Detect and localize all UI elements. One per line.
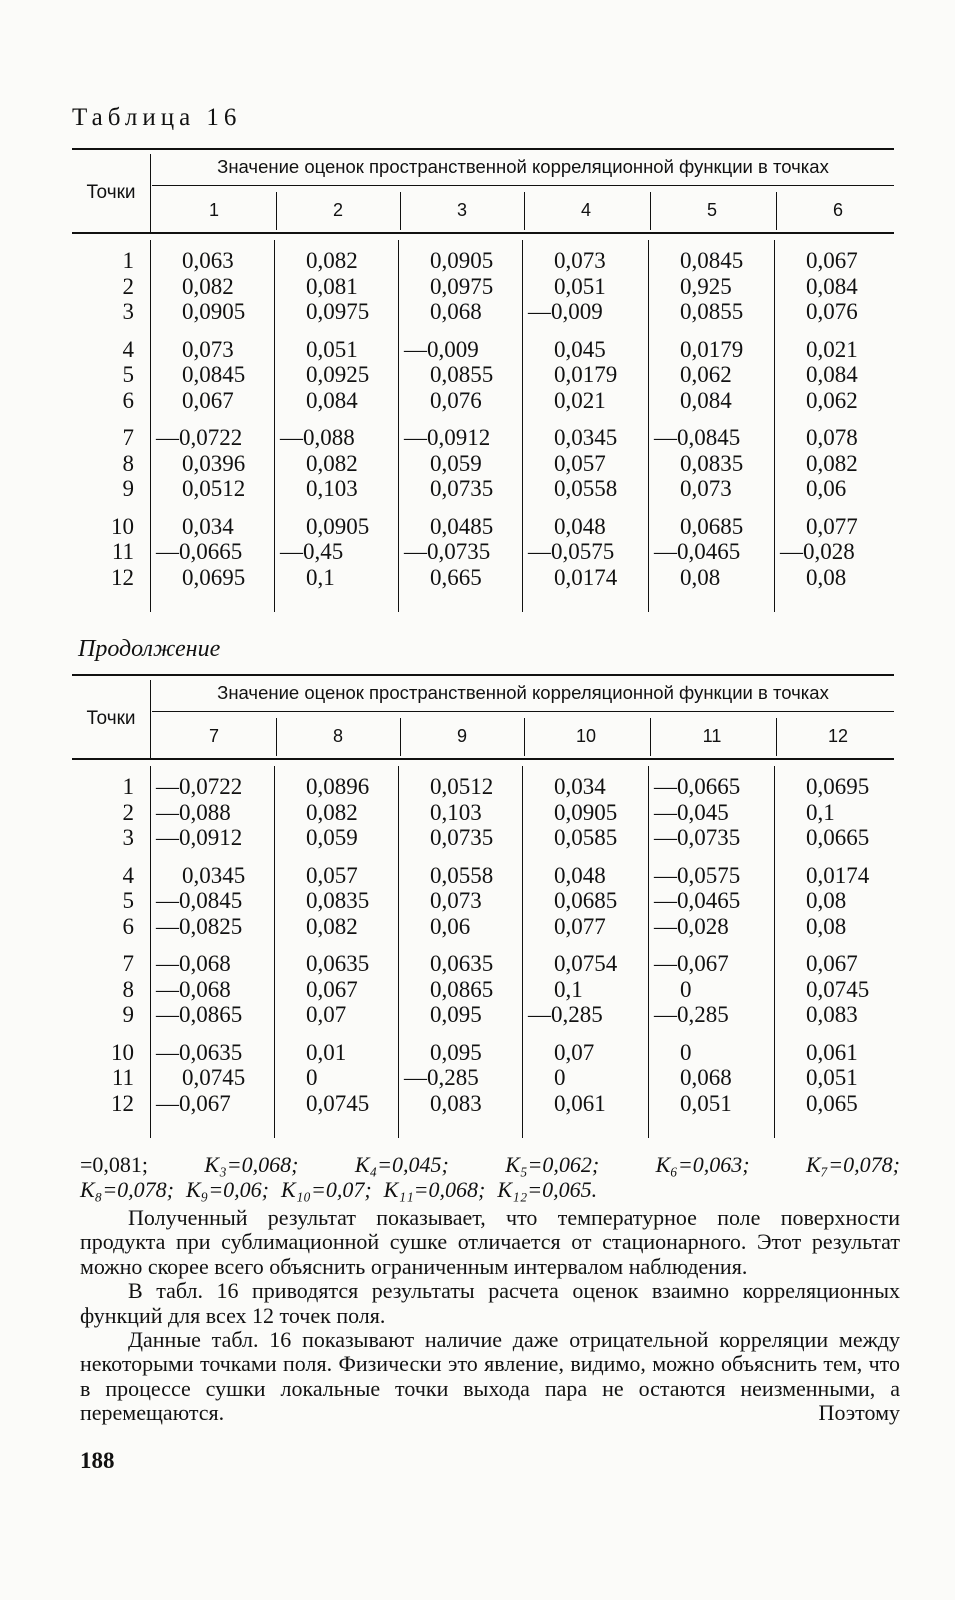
column-header: 4 — [580, 200, 591, 220]
table-cell: —0,0912 — [156, 825, 243, 850]
formula-term: K₁₀=0,07; — [281, 1177, 372, 1202]
table-cell: 0,0174 — [554, 564, 618, 590]
row-number: 5 — [122, 362, 134, 387]
table-cell: 0,082 — [806, 450, 858, 476]
table-cell: 0,067 — [806, 248, 858, 273]
table-cell: 0,0745 — [182, 1065, 246, 1090]
table-cell: —0,0722 — [156, 774, 243, 799]
formula-line-2 — [80, 1177, 900, 1202]
table-cell: 0,0345 — [554, 425, 618, 450]
row-number: 2 — [122, 273, 134, 299]
table-cell: 0,08 — [680, 564, 721, 590]
table-cell: —0,45 — [280, 539, 344, 564]
column-header: 10 — [575, 726, 597, 746]
table-cell: 0,048 — [554, 513, 606, 539]
table-cell: 0,076 — [806, 299, 858, 324]
span-header: Значение оценок пространственной корреляционной функции в точках — [217, 156, 829, 177]
table-cell: 0,045 — [554, 336, 606, 362]
table-cell: 0,021 — [806, 336, 858, 362]
table-cell: 0,082 — [306, 450, 358, 476]
table-cell: 0,0179 — [554, 362, 618, 387]
column-header: 3 — [456, 200, 467, 220]
table-cell: 0,0585 — [554, 825, 618, 850]
table-cell: 0,08 — [806, 564, 847, 590]
table-caption: Таблица 16 — [72, 104, 242, 131]
table-cell: 0,061 — [806, 1039, 858, 1065]
table-cell: 0,0512 — [430, 774, 494, 799]
table-cell: —0,0825 — [156, 913, 243, 939]
table-cell: 0,0845 — [182, 362, 246, 387]
table-cell: 0,0485 — [430, 513, 494, 539]
correlation-table-1 — [72, 148, 894, 614]
table-cell: —0,285 — [404, 1065, 479, 1090]
table-cell: 0,034 — [182, 513, 234, 539]
formula-term: K₆=0,063; — [655, 1152, 750, 1177]
stub-header: Точки — [86, 182, 136, 203]
table-cell: —0,0665 — [156, 539, 243, 564]
column-header: 9 — [456, 726, 467, 746]
table-cell: 0,034 — [554, 774, 606, 799]
formula-line-1 — [80, 1152, 900, 1177]
table-cell: 0,0905 — [430, 248, 494, 273]
span-header: Значение оценок пространственной корреляционной функции в точках — [217, 682, 829, 703]
table-cell: 0 — [680, 976, 692, 1002]
table-cell: —0,0912 — [404, 425, 491, 450]
table-cell: —0,0722 — [156, 425, 243, 450]
column-header: 1 — [208, 200, 219, 220]
table-cell: 0,06 — [806, 476, 847, 501]
table-cell: 0,083 — [430, 1090, 482, 1116]
table-cell: 0,062 — [680, 362, 732, 387]
table-cell: 0,051 — [306, 336, 358, 362]
column-header: 12 — [827, 726, 849, 746]
table-cell: 0,067 — [306, 976, 358, 1002]
table-cell: 0,0695 — [806, 774, 870, 799]
table-cell: 0,065 — [806, 1090, 858, 1116]
formula-term: K₃=0,068; — [204, 1152, 299, 1177]
table-cell: 0,051 — [554, 273, 606, 299]
table-cell: 0,057 — [554, 450, 606, 476]
table-cell: 0,048 — [554, 862, 606, 888]
row-number: 12 — [111, 564, 134, 590]
table-cell: —0,0845 — [654, 425, 741, 450]
table-cell: —0,0465 — [654, 539, 741, 564]
row-number: 9 — [122, 476, 134, 501]
row-number: 8 — [122, 450, 134, 476]
table-cell: 0,08 — [806, 913, 847, 939]
table-cell: —0,0845 — [156, 888, 243, 913]
table-cell: 0,021 — [554, 387, 606, 413]
table-cell: 0,0179 — [680, 336, 744, 362]
column-header: 6 — [832, 200, 843, 220]
table-cell: 0,067 — [806, 951, 858, 976]
table-cell: 0,0558 — [554, 476, 618, 501]
table-cell: 0,0975 — [306, 299, 370, 324]
table-cell: —0,068 — [156, 976, 231, 1002]
row-number: 10 — [111, 1039, 134, 1065]
table-cell: —0,067 — [156, 1090, 231, 1116]
table-cell: 0,082 — [306, 799, 358, 825]
table-cell: 0,076 — [430, 387, 482, 413]
table-cell: 0,0558 — [430, 862, 494, 888]
formula-term: K₉=0,06; — [186, 1177, 269, 1202]
row-number: 4 — [122, 336, 134, 362]
row-number: 5 — [122, 888, 134, 913]
table-cell: 0,07 — [554, 1039, 595, 1065]
table-cell: 0,068 — [430, 299, 482, 324]
table-cell: —0,0635 — [156, 1039, 243, 1065]
row-number: 2 — [122, 799, 134, 825]
table-cell: 0,073 — [430, 888, 482, 913]
table-cell: 0,1 — [554, 976, 583, 1002]
table-cell: 0,0685 — [554, 888, 618, 913]
table-cell: 0,095 — [430, 1039, 482, 1065]
table-cell: 0,08 — [806, 888, 847, 913]
table-cell: 0,082 — [306, 248, 358, 273]
table-cell: —0,009 — [404, 336, 479, 362]
table-cell: 0,665 — [430, 564, 482, 590]
paragraph: Полученный результат показывает, что температурное поле поверхности продукта при сублимационной сушке отличается от стационарного. Этот результат можно скорее всего объяснить ограниченным интервалом наблюдения. — [80, 1205, 900, 1279]
row-number: 9 — [122, 1002, 134, 1027]
table-cell: 0,06 — [430, 913, 471, 939]
table-cell: —0,088 — [156, 799, 231, 825]
table-cell: 0,084 — [680, 387, 732, 413]
table-cell: 0,0754 — [554, 951, 618, 976]
table-cell: 0,0345 — [182, 862, 246, 888]
table-cell: —0,285 — [654, 1002, 729, 1027]
table-cell: 0,095 — [430, 1002, 482, 1027]
table-cell: —0,285 — [528, 1002, 603, 1027]
table-cell: 0,084 — [806, 362, 858, 387]
row-number: 7 — [122, 951, 134, 976]
table-cell: 0,0855 — [680, 299, 744, 324]
table-cell: 0,0835 — [680, 450, 744, 476]
body-text — [80, 1206, 900, 1426]
table-cell: 0,059 — [430, 450, 482, 476]
table-cell: 0,059 — [306, 825, 358, 850]
row-number: 1 — [122, 248, 134, 273]
table-cell: 0,1 — [306, 564, 335, 590]
table-cell: 0,077 — [554, 913, 606, 939]
table-cell: 0,103 — [430, 799, 482, 825]
table-cell: 0,073 — [680, 476, 732, 501]
row-number: 11 — [111, 1065, 134, 1090]
page-number: 188 — [80, 1448, 115, 1473]
table-cell: 0,0905 — [306, 513, 370, 539]
table-cell: —0,0575 — [528, 539, 615, 564]
table-cell: —0,0865 — [156, 1002, 243, 1027]
table-cell: 0,051 — [680, 1090, 732, 1116]
table-cell: 0,0905 — [182, 299, 246, 324]
formula-term: =0,081; — [80, 1152, 149, 1177]
table-cell: —0,028 — [654, 913, 729, 939]
table-cell: 0,081 — [306, 273, 358, 299]
table-cell: 0,068 — [680, 1065, 732, 1090]
table-cell: 0,082 — [182, 273, 234, 299]
table-cell: 0,0835 — [306, 888, 370, 913]
table-cell: 0,103 — [306, 476, 358, 501]
table-cell: 0 — [680, 1039, 692, 1065]
paragraph: Данные табл. 16 показывают наличие даже отрицательной корреляции между некоторыми точками поля. Физически это явление, видимо, можно объяснить тем, что в процессе сушки локальные точки выхода пара не остаются неизменными, а перемещаются. Поэтому — [80, 1327, 900, 1426]
table-cell: 0,0685 — [680, 513, 744, 539]
formula-term: K₇=0,078; — [805, 1152, 900, 1177]
table-cell: —0,088 — [280, 425, 355, 450]
table-cell: —0,0665 — [654, 774, 741, 799]
table-cell: 0,0925 — [306, 362, 370, 387]
formula-term: K₅=0,062; — [505, 1152, 600, 1177]
table-cell: 0,0512 — [182, 476, 246, 501]
table-cell: 0,082 — [306, 913, 358, 939]
row-number: 6 — [122, 913, 134, 939]
table-cell: 0 — [554, 1065, 566, 1090]
table-cell: 0,0735 — [430, 476, 494, 501]
table-cell: 0,0635 — [306, 951, 370, 976]
table-cell: 0,084 — [306, 387, 358, 413]
table-cell: 0,067 — [182, 387, 234, 413]
table-cell: —0,0465 — [654, 888, 741, 913]
formula-term: K₁₁=0,068; — [383, 1177, 486, 1202]
table-cell: 0,061 — [554, 1090, 606, 1116]
row-number: 12 — [111, 1090, 134, 1116]
table-cell: 0,077 — [806, 513, 858, 539]
stub-header: Точки — [86, 708, 136, 729]
table-cell: 0,0665 — [806, 825, 870, 850]
table-cell: 0,051 — [806, 1065, 858, 1090]
coefficient-formula — [80, 1152, 900, 1202]
row-number: 3 — [122, 299, 134, 324]
table-cell: 0,07 — [306, 1002, 347, 1027]
table-cell: 0,0896 — [306, 774, 370, 799]
row-number: 7 — [122, 425, 134, 450]
column-header: 11 — [702, 726, 722, 746]
table-cell: 0,0735 — [430, 825, 494, 850]
table-cell: 0,073 — [554, 248, 606, 273]
table-cell: 0,0396 — [182, 450, 246, 476]
column-header: 5 — [706, 200, 717, 220]
table-cell: 0,0745 — [306, 1090, 370, 1116]
table-cell: 0,0855 — [430, 362, 494, 387]
table-cell: —0,009 — [528, 299, 603, 324]
formula-term: K₈=0,078; — [80, 1177, 174, 1202]
column-header: 2 — [332, 200, 343, 220]
row-number: 1 — [122, 774, 134, 799]
table-cell: —0,028 — [780, 539, 855, 564]
table-cell: 0,1 — [806, 799, 835, 825]
table-cell: 0,062 — [806, 387, 858, 413]
table-cell: 0,078 — [806, 425, 858, 450]
table-cell: 0,063 — [182, 248, 234, 273]
table-cell: 0 — [306, 1065, 318, 1090]
table-cell: 0,0695 — [182, 564, 246, 590]
table-cell: 0,925 — [680, 273, 732, 299]
table-cell: 0,057 — [306, 862, 358, 888]
table-cell: —0,0735 — [654, 825, 741, 850]
table-cell: 0,0975 — [430, 273, 494, 299]
table-cell: 0,0635 — [430, 951, 494, 976]
table-cell: 0,01 — [306, 1039, 347, 1065]
table-cell: 0,083 — [806, 1002, 858, 1027]
column-header: 7 — [208, 726, 219, 746]
table-cell: 0,0174 — [806, 862, 870, 888]
table-cell: 0,0745 — [806, 976, 870, 1002]
row-number: 3 — [122, 825, 134, 850]
table-cell: 0,0905 — [554, 799, 618, 825]
table-cell: 0,073 — [182, 336, 234, 362]
table-cell: —0,067 — [654, 951, 729, 976]
table-cell: —0,045 — [654, 799, 729, 825]
correlation-table-2 — [72, 674, 894, 1140]
row-number: 6 — [122, 387, 134, 413]
formula-term: K₄=0,045; — [354, 1152, 449, 1177]
paragraph: В табл. 16 приводятся результаты расчета оценок взаимно корреляционных функций для всех 12 точек поля. — [80, 1278, 900, 1328]
table-cell: 0,0845 — [680, 248, 744, 273]
column-header: 8 — [332, 726, 343, 746]
row-number: 4 — [122, 862, 134, 888]
table-cell: —0,0735 — [404, 539, 491, 564]
table-cell: —0,0575 — [654, 862, 741, 888]
row-number: 8 — [122, 976, 134, 1002]
continuation-caption: Продолжение — [78, 636, 221, 662]
table-cell: 0,084 — [806, 273, 858, 299]
row-number: 10 — [111, 513, 134, 539]
row-number: 11 — [111, 539, 134, 564]
formula-term: K₁₂=0,065. — [497, 1177, 598, 1202]
table-cell: 0,0865 — [430, 976, 494, 1002]
table-cell: —0,068 — [156, 951, 231, 976]
